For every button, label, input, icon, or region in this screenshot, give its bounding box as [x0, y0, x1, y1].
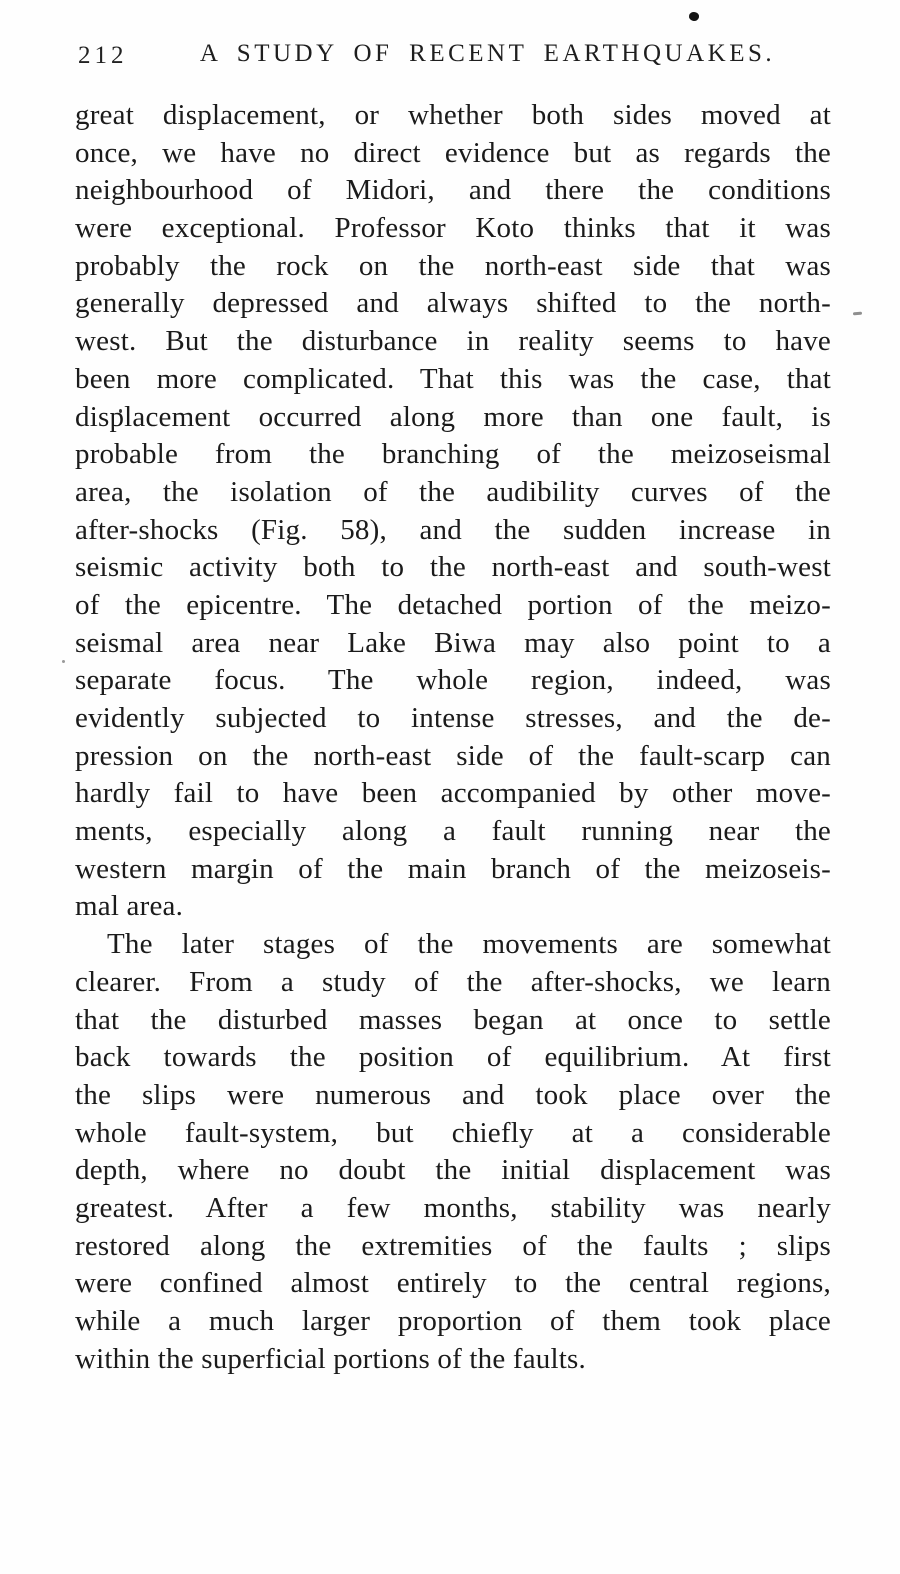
text-line: after-shocks (Fig. 58), and the sudden increase in	[75, 513, 831, 546]
text-line: mal area.	[75, 890, 184, 923]
text-line: western margin of the main branch of the meizoseis-	[75, 852, 831, 885]
text-line: back towards the position of equilibrium. At first	[75, 1041, 831, 1074]
text-line: within the superficial portions of the faults.	[75, 1342, 586, 1375]
text-line: area, the isolation of the audibility curves of the	[75, 475, 831, 508]
text-line: seismic activity both to the north-east and south-west	[75, 551, 831, 584]
scan-speck	[62, 660, 65, 663]
text-line: once, we have no direct evidence but as regards the	[75, 136, 831, 169]
text-line: probably the rock on the north-east side that was	[75, 249, 831, 282]
text-line: pression on the north-east side of the fault-scarp can	[75, 739, 831, 772]
text-line: separate focus. The whole region, indeed, was	[75, 664, 831, 697]
text-line: generally depressed and always shifted to the north-	[75, 287, 831, 320]
text-line: probable from the branching of the meizoseismal	[75, 438, 831, 471]
text-line: evidently subjected to intense stresses, and the de-	[75, 702, 831, 734]
text-line: while a much larger proportion of them took place	[75, 1305, 831, 1337]
text-line: were confined almost entirely to the central regions,	[75, 1267, 831, 1300]
text-line: of the epicentre. The detached portion of the meizo-	[75, 588, 831, 621]
scan-edge-mark	[853, 312, 862, 316]
text-line: west. But the disturbance in reality seems to have	[75, 325, 831, 358]
ink-spot-artifact	[688, 11, 700, 22]
text-line: great displacement, or whether both sides moved at	[75, 99, 831, 131]
text-line: greatest. After a few months, stability was nearly	[75, 1191, 831, 1224]
text-line: displacement occurred along more than one fault, is	[75, 400, 831, 433]
text-line: neighbourhood of Midori, and there the conditions	[75, 174, 831, 207]
page-number: 212	[78, 42, 128, 69]
text-line: ments, especially along a fault running near the	[75, 815, 831, 848]
text-column	[75, 97, 831, 1378]
running-title: A STUDY OF RECENT EARTHQUAKES.	[199, 40, 776, 67]
text-line: that the disturbed masses began at once to settle	[75, 1003, 831, 1036]
text-line: seismal area near Lake Biwa may also point to a	[75, 626, 831, 659]
text-line: were exceptional. Professor Koto thinks that it was	[75, 212, 831, 245]
text-line: whole fault-system, but chiefly at a considerable	[75, 1116, 831, 1149]
text-line: The later stages of the movements are somewhat	[107, 928, 831, 961]
text-line: restored along the extremities of the faults ; slips	[75, 1229, 831, 1262]
running-header	[75, 40, 830, 72]
text-line: the slips were numerous and took place over the	[75, 1078, 831, 1111]
text-line: depth, where no doubt the initial displacement was	[75, 1154, 831, 1187]
text-line: been more complicated. That this was the case, that	[75, 362, 831, 395]
text-line: hardly fail to have been accompanied by other move-	[75, 777, 831, 810]
text-line: clearer. From a study of the after-shocks, we learn	[75, 965, 831, 998]
